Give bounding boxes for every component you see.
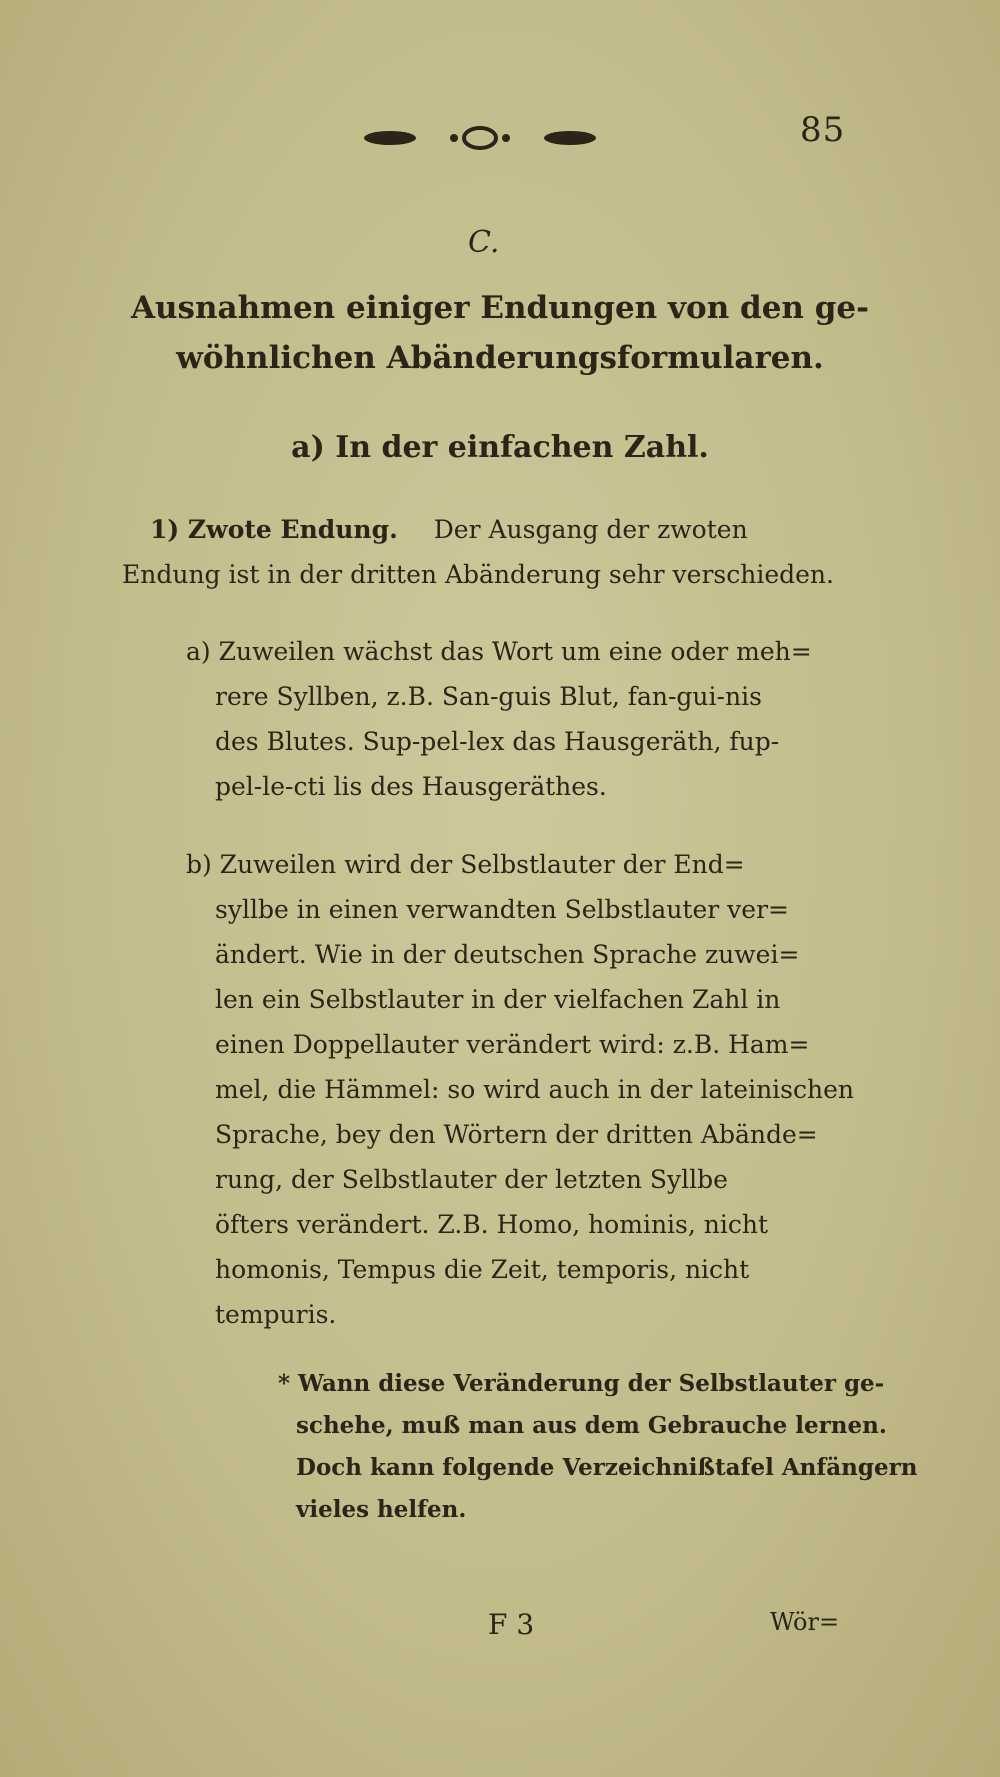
- item-b-line: homonis, Tempus die Zeit, temporis, nicht: [215, 1255, 750, 1284]
- item-b-line: mel, die Hämmel: so wird auch in der lateinischen: [215, 1075, 854, 1104]
- footnote-line: Doch kann folgende Verzeichnißtafel Anfängern: [296, 1454, 918, 1481]
- item-b-line: Sprache, bey den Wörtern der dritten Abände=: [215, 1120, 818, 1149]
- item-b-line: einen Doppellauter verändert wird: z.B. Ham=: [215, 1030, 810, 1059]
- item-a-line: des Blutes. Sup-pel-lex das Hausgeräth, fup-: [215, 727, 780, 756]
- item-b-line: öfters verändert. Z.B. Homo, hominis, nicht: [215, 1210, 769, 1239]
- chapter-title-line-2: wöhnlichen Abänderungsformularen.: [176, 340, 824, 376]
- paragraph-1-rest: Der Ausgang der zwoten: [433, 515, 748, 544]
- footnote-line: * Wann diese Veränderung der Selbstlauter ge-: [278, 1370, 885, 1397]
- paragraph-1-line-1: [150, 515, 748, 544]
- catchword: Wör=: [770, 1608, 840, 1636]
- item-b-line: b) Zuweilen wird der Selbstlauter der End=: [186, 850, 745, 879]
- footnote-line: schehe, muß man aus dem Gebrauche lernen.: [296, 1412, 887, 1439]
- chapter-title-line-1: Ausnahmen einiger Endungen von den ge-: [130, 290, 870, 326]
- page-number: 85: [800, 110, 846, 150]
- item-a-line: pel-le-cti lis des Hausgeräthes.: [215, 772, 607, 801]
- item-b-line: rung, der Selbstlauter der letzten Syllbe: [215, 1165, 728, 1194]
- item-b-line: len ein Selbstlauter in der vielfachen Zahl in: [215, 985, 781, 1014]
- section-letter: C.: [468, 225, 500, 260]
- item-a-line: rere Syllben, z.B. San-guis Blut, fan-gui-nis: [215, 682, 762, 711]
- item-b-line: ändert. Wie in der deutschen Sprache zuwei=: [215, 940, 800, 969]
- ornament-icon: [350, 118, 610, 158]
- footnote-line: vieles helfen.: [296, 1496, 467, 1523]
- paragraph-1-line-2: Endung ist in der dritten Abänderung sehr verschieden.: [122, 560, 834, 589]
- item-b-line: syllbe in einen verwandten Selbstlauter ver=: [215, 895, 789, 924]
- signature-mark: F 3: [488, 1608, 535, 1641]
- paragraph-1-lead: 1) Zwote Endung.: [150, 515, 398, 544]
- item-b-line: tempuris.: [215, 1300, 337, 1329]
- item-a-line: a) Zuweilen wächst das Wort um eine oder meh=: [186, 637, 812, 666]
- subheading: a) In der einfachen Zahl.: [291, 430, 709, 465]
